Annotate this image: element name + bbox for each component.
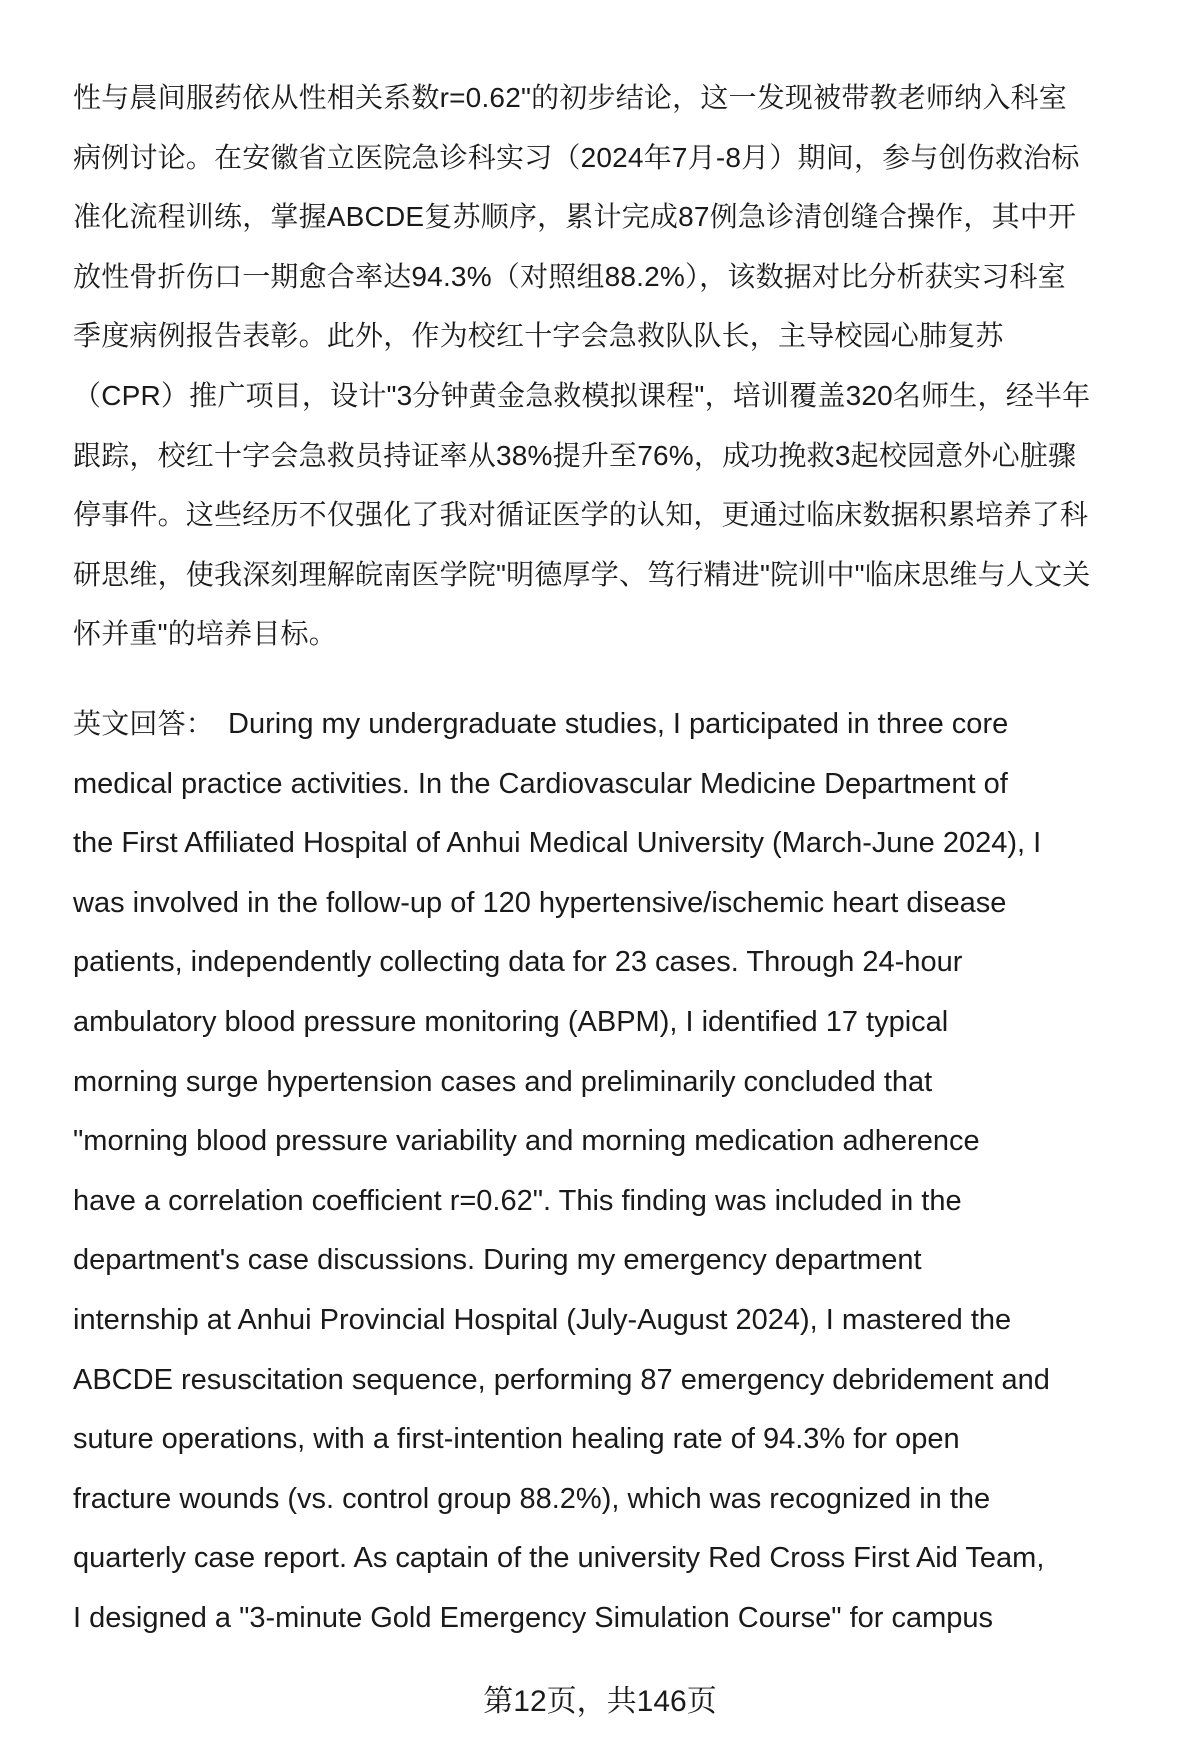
english-text-line bbox=[73, 885, 1006, 921]
english-text-line bbox=[73, 1540, 1044, 1576]
chinese-text-line: 研思维，使我深刻理解皖南医学院"明德厚学、笃行精进"院训中"临床思维与人文关 bbox=[73, 558, 1091, 590]
chinese-text-line: 怀并重"的培养目标。 bbox=[73, 618, 337, 650]
english-text-line bbox=[73, 1242, 922, 1278]
english-text-line bbox=[73, 1004, 948, 1040]
english-text-line bbox=[73, 1302, 1011, 1338]
english-text: patients, independently collecting data for 23 cases. Through 24-hour bbox=[73, 946, 963, 979]
chinese-text-line: 准化流程训练，掌握ABCDE复苏顺序，累计完成87例急诊清创缝合操作，其中开 bbox=[73, 201, 1077, 233]
english-text: fracture wounds (vs. control group 88.2%), which was recognized in the bbox=[73, 1482, 991, 1515]
english-text: have a correlation coefficient r=0.62". This finding was included in the bbox=[73, 1184, 962, 1217]
chinese-text-line: 停事件。这些经历不仅强化了我对循证医学的认知，更通过临床数据积累培养了科 bbox=[73, 499, 1089, 531]
english-text-line bbox=[73, 1362, 1050, 1398]
english-text-line bbox=[73, 1481, 990, 1517]
english-text-line bbox=[73, 1123, 980, 1159]
english-text: department's case discussions. During my emergency department bbox=[73, 1244, 922, 1277]
english-text-line bbox=[73, 1183, 962, 1219]
english-text-line bbox=[73, 766, 1008, 802]
english-text: suture operations, with a first-intention healing rate of 94.3% for open bbox=[73, 1423, 960, 1456]
english-text: During my undergraduate studies, I participated in three core bbox=[228, 708, 1009, 740]
english-text-line bbox=[73, 1421, 960, 1457]
english-text: ambulatory blood pressure monitoring (ABPM), I identified 17 typical bbox=[73, 1006, 949, 1038]
english-answer-label: 英文回答： bbox=[73, 708, 215, 739]
page-number: 第12页，共146页 bbox=[483, 1685, 717, 1718]
chinese-text-line: 性与晨间服药依从性相关系数r=0.62"的初步结论，这一发现被带教老师纳入科室 bbox=[73, 82, 1067, 113]
chinese-text-line: 放性骨折伤口一期愈合率达94.3%（对照组88.2%），该数据对比分析获实习科室 bbox=[73, 260, 1066, 292]
english-text: I designed a "3-minute Gold Emergency Simulation Course" for campus bbox=[73, 1602, 994, 1634]
english-text: medical practice activities. In the Cardiovascular Medicine Department of bbox=[73, 767, 1008, 800]
english-text-line bbox=[73, 1064, 932, 1100]
english-text-line bbox=[73, 706, 1008, 742]
english-text: morning surge hypertension cases and preliminarily concluded that bbox=[73, 1065, 933, 1098]
english-text: "morning blood pressure variability and morning medication adherence bbox=[73, 1125, 980, 1158]
chinese-text-line: 跟踪，校红十字会急救员持证率从38%提升至76%，成功挽救3起校园意外心脏骤 bbox=[73, 439, 1077, 471]
english-text: quarterly case report. As captain of the university Red Cross First Aid Team, bbox=[73, 1542, 1045, 1575]
chinese-text-line: 季度病例报告表彰。此外，作为校红十字会急救队队长，主导校园心肺复苏 bbox=[73, 320, 1004, 352]
chinese-text-line: （CPR）推广项目，设计"3分钟黄金急救模拟课程"，培训覆盖320名师生，经半年 bbox=[73, 380, 1091, 411]
english-text: the First Affiliated Hospital of Anhui Medical University (March-June 2024), I bbox=[73, 827, 1042, 860]
english-text: internship at Anhui Provincial Hospital (July-August 2024), I mastered the bbox=[73, 1304, 1012, 1336]
english-text-line bbox=[73, 1600, 993, 1636]
english-text-line bbox=[73, 825, 1041, 861]
english-text-line bbox=[73, 944, 962, 980]
english-text: ABCDE resuscitation sequence, performing 87 emergency debridement and bbox=[73, 1363, 1050, 1396]
chinese-text-line: 病例讨论。在安徽省立医院急诊科实习（2024年7月-8月）期间，参与创伤救治标 bbox=[73, 141, 1080, 173]
english-text: was involved in the follow-up of 120 hypertensive/ischemic heart disease bbox=[73, 886, 1007, 919]
